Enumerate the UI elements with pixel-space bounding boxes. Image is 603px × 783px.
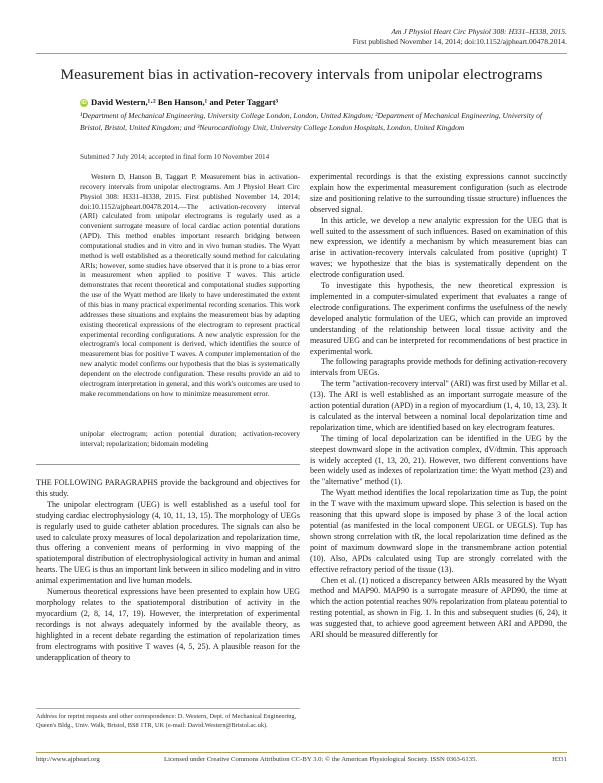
body-paragraph: The timing of local depolarization can be identified in the UEG by the steepest downward slope in the activation complex, dV/dtmin. This approach is widely accepted (1, 13, 20, 21). However, two different conventions have been widely used as indexes of repolarization time: the Wyatt method (23) and the "alternative" method (1). (310, 433, 567, 487)
abstract-text: Western D, Hanson B, Taggart P. Measurement bias in activation-recovery intervals from unipolar electrograms. Am J Physiol Heart Circ Physiol 308: H331–H338, 2015. First published November 14, 2014; doi:10.1152/ajpheart.00478.2014.—The activation-recovery interval (ARI) calculated from unipolar electrograms is regularly used as a convenient surrogate measure of local cardiac action potential durations (APD). This method enables important research bridging between computational studies and in vitro and in vivo human studies. The Wyatt method is well established as a theoretically sound method for calculating ARIs; however, some studies have observed that it is prone to a bias error in measurement when applied to positive T waves. This article demonstrates that recent theoretical and computational studies supporting the use of the Wyatt method are likely to have underestimated the extent of this bias in many practical experimental recording scenarios. This work addresses these situations and explains the measurement bias by adapting existing theoretical expressions of the electrogram to represent practical experimental recording configurations. A new analytic expression for the electrogram's local component is derived, which identifies the source of measurement bias for positive T waves. A computer implementation of the new analytic model confirms our hypothesis that the bias is systematically dependent on the electrode configuration. These results provide an aid to electrogram interpretation in general, and this work's outcomes are used to make recommendations on how to minimize measurement error. (80, 172, 300, 398)
body-paragraph: The following paragraphs provide methods for defining activation-recovery intervals from UEGs. (310, 357, 567, 378)
authors-text: David Western,¹·² Ben Hanson,¹ and Peter Taggart³ (91, 97, 279, 107)
author-line (80, 97, 278, 107)
keywords-divider (36, 464, 300, 465)
body-paragraph: Chen et al. (1) noticed a discrepancy between ARIs measured by the Wyatt method and MAP90. MAP90 is a surrogate measure of APD90, the time at which the action potential reaches 90% repolarization from plateau potential to resting potential, as shown in Fig. 1. In this and subsequent studies (6, 24), it was suggested that, to achieve good agreement between ARI and APD90, the ARI should be measured differently for (310, 575, 567, 640)
body-paragraph: In this article, we develop a new analytic expression for the UEG that is well suited to the assessment of such influences. Based on examination of this new expression, we identify a mechanism by which measurement bias can arise in activation-recovery intervals calculated from positive (upright) T waves; we hypothesize that the bias is systematically dependent on the electrode configuration used. (310, 215, 567, 280)
running-head (353, 27, 567, 47)
correspondence-footnote: Address for reprint requests and other correspondence: D. Western, Dept. of Mechanical Engineering, Queen's Bldg., Univ. Walk, Bristol, BS8 1TR, UK (e-mail: David.Western@Bristol.ac.uk). (36, 713, 297, 729)
body-paragraph: experimental recordings is that the existing expressions cannot succinctly explain how the experimental measurement configuration (such as electrode size and positioning relative to the surrounding tissue structure) influences the observed signal. (310, 172, 567, 214)
page-number: H331 (552, 756, 567, 763)
abstract (80, 172, 300, 398)
license-text: Licensed under Creative Commons Attribution CC-BY 3.0: © the American Physiological Society. ISSN 0363-6135. (164, 756, 478, 763)
article-title: Measurement bias in activation-recovery intervals from unipolar electrograms (60, 66, 543, 83)
footer-divider (36, 752, 567, 753)
keywords: unipolar electrogram; action potential duration; activation-recovery interval; repolarization; bidomain modeling (80, 429, 300, 448)
body-paragraph: The term "activation-recovery interval" (ARI) was first used by Millar et al. (13). The ARI is well established as an important surrogate measure of the action potential duration (APD) in a region of myocardium (1, 4, 10, 13, 23). It is calculated as the interval between a nominal local depolarization time and repolarization time, which are identified based on key electrogram features. (310, 379, 567, 432)
body-paragraph: The Wyatt method identifies the local repolarization time as Tup, the point in the T wave with the maximum upward slope. This selection is based on the reasoning that this upward slope is imposed by phase 3 of the local action potential (as manifested in the local component UEGL or UEGLS). Tup has shown strong correlation with tR, the local repolarization time defined as the point of maximum downward slope in the transmembrane action potential (10). Also, APDs calculated using Tup are strongly correlated with the effective refractory period of the tissue (13). (310, 488, 567, 574)
body-paragraph: THE FOLLOWING PARAGRAPHS provide the background and objectives for this study. (36, 478, 300, 498)
journal-url-link[interactable]: http://www.ajpheart.org (36, 756, 100, 763)
affiliations: ¹Department of Mechanical Engineering, University College London, London, United Kingdom; ²Department of Mechanical Engineering, University of Bristol, Bristol, United Kingdom; and ³Neurocardiology Unit, University College London Hospitals, London, United Kingdom (80, 111, 542, 132)
publication-info: First published November 14, 2014; doi:10.1152/ajpheart.00478.2014. (352, 37, 567, 46)
orcid-icon[interactable]: iD (81, 100, 87, 107)
footnote-divider (36, 708, 300, 709)
journal-citation: Am J Physiol Heart Circ Physiol 308: H331–H338, 2015. (391, 27, 567, 36)
right-column-body (310, 172, 567, 641)
submission-dates: Submitted 7 July 2014; accepted in final form 10 November 2014 (80, 153, 270, 161)
body-paragraph: Numerous theoretical expressions have been presented to explain how UEG morphology relates to the spatiotemporal distribution of activity in the myocardium (2, 8, 14, 17, 19). However, the interpretation of experimental recordings is not always adequately informed by the available theory, as highlighted in a recent debate regarding the estimation of repolarization times from electrograms with positive T waves (4, 5, 25). A plausible reason for the underapplication of theory to (36, 587, 300, 662)
title-divider (36, 53, 567, 54)
body-paragraph: The unipolar electrogram (UEG) is well established as a useful tool for studying cardiac electrophysiology (4, 10, 11, 13, 15). The morphology of UEGs is regularly used to guide catheter ablation procedures. The signals can also be used to calculate proxy measures of local depolarization and repolarization time, thus offering a convenient means of performing in vivo mapping of the spatiotemporal distribution of electrophysiological activity in human and animal hearts. The UEG is thus an important link between in silico modeling and in vitro animal experimentation and live human models. (36, 499, 300, 586)
body-paragraph: To investigate this hypothesis, the new theoretical expression is implemented in a computer-simulated experiment that evaluates a range of electrode configurations. The experiment confirms the usefulness of the newly developed analytic formulation of the UEG, which can provide an improved understanding of the relationship between local tissue activity and the measured UEG and can be interpreted for recommendations of best practice in experimental work. (310, 281, 567, 356)
left-column-body (36, 478, 300, 663)
